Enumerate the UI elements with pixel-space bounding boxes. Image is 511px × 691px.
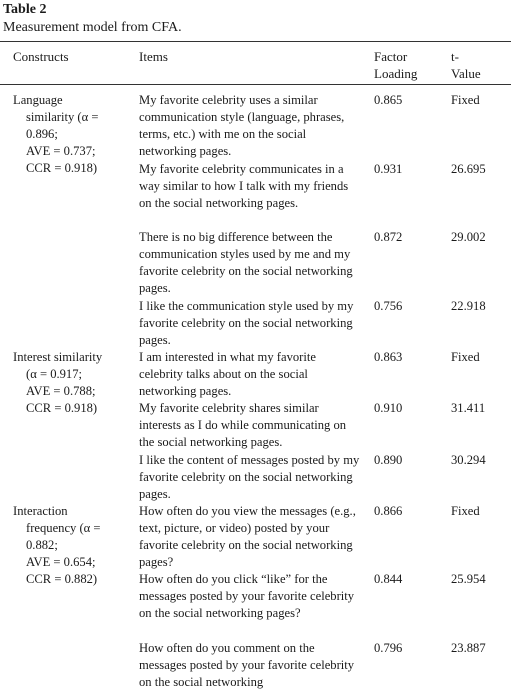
construct-line: 0.896; xyxy=(26,127,58,141)
item-text: My favorite celebrity shares similar interests as I do while communicating on the social networking pages. xyxy=(139,401,347,449)
item-text: There is no big difference between the communication styles used by me and my favorite celebrity on the social networking pages. xyxy=(139,230,353,295)
factor-loading-value: 0.756 xyxy=(374,299,403,313)
construct-line: AVE = 0.737; xyxy=(26,144,96,158)
construct-line: CCR = 0.918) xyxy=(26,401,98,415)
t-value: 31.411 xyxy=(451,401,486,415)
construct-line: 0.882; xyxy=(26,538,58,552)
construct-line: (α = 0.917; xyxy=(26,367,83,381)
header-factor-loading xyxy=(374,48,417,82)
factor-loading-value: 0.872 xyxy=(374,230,403,244)
item-text: I am interested in what my favorite celebrity talks about on the social networking pages. xyxy=(139,350,316,398)
table-caption: Measurement model from CFA. xyxy=(3,20,182,35)
factor-loading-value: 0.910 xyxy=(374,401,403,415)
header-t-value xyxy=(451,48,481,82)
factor-loading-value: 0.890 xyxy=(374,453,403,467)
item-text: I like the communication style used by my favorite celebrity on the social networking pages. xyxy=(139,299,354,347)
header-top-rule xyxy=(0,41,511,42)
factor-loading-value: 0.844 xyxy=(374,572,403,586)
header-factor-line2: Loading xyxy=(374,66,418,81)
table-label: Table 2 xyxy=(3,2,47,17)
factor-loading-value: 0.863 xyxy=(374,350,403,364)
construct-line: Interaction xyxy=(13,504,68,518)
header-t-line2: Value xyxy=(451,66,481,81)
construct-interaction-frequency xyxy=(13,503,133,588)
construct-line: similarity (α = xyxy=(26,110,99,124)
item-text: My favorite celebrity communicates in a way similar to how I talk with my friends on the social networking pages. xyxy=(139,162,349,210)
item-text: How often do you view the messages (e.g., text, picture, or video) posted by your favorite celebrity on the social networking pages? xyxy=(139,504,356,569)
item-text: My favorite celebrity uses a similar communication style (language, phrases, terms, etc.) with me on the social networking pages. xyxy=(139,93,345,158)
t-value: 23.887 xyxy=(451,641,486,655)
t-value: 29.002 xyxy=(451,230,486,244)
header-t-line1: t- xyxy=(451,49,459,64)
construct-line: CCR = 0.882) xyxy=(26,572,98,586)
construct-language-similarity xyxy=(13,92,133,177)
construct-line: CCR = 0.918) xyxy=(26,161,98,175)
t-value: Fixed xyxy=(451,504,480,518)
item-text: How often do you comment on the messages posted by your favorite celebrity on the social networking xyxy=(139,641,355,689)
construct-line: AVE = 0.788; xyxy=(26,384,96,398)
construct-line: Language xyxy=(13,93,63,107)
construct-line: frequency (α = xyxy=(26,521,101,535)
factor-loading-value: 0.931 xyxy=(374,162,403,176)
t-value: 22.918 xyxy=(451,299,486,313)
header-factor-line1: Factor xyxy=(374,49,408,64)
t-value: Fixed xyxy=(451,350,480,364)
construct-interest-similarity xyxy=(13,349,133,417)
factor-loading-value: 0.865 xyxy=(374,93,403,107)
t-value: 30.294 xyxy=(451,453,486,467)
construct-line: AVE = 0.654; xyxy=(26,555,96,569)
construct-line: Interest similarity xyxy=(13,350,103,364)
item-text: How often do you click “like” for the messages posted by your favorite celebrity on the social networking pages? xyxy=(139,572,355,620)
t-value: Fixed xyxy=(451,93,480,107)
item-text: I like the content of messages posted by my favorite celebrity on the social networking pages. xyxy=(139,453,360,501)
factor-loading-value: 0.866 xyxy=(374,504,403,518)
header-bottom-rule xyxy=(0,84,511,85)
header-constructs: Constructs xyxy=(13,49,69,64)
factor-loading-value: 0.796 xyxy=(374,641,403,655)
header-items: Items xyxy=(139,49,168,64)
t-value: 25.954 xyxy=(451,572,486,586)
t-value: 26.695 xyxy=(451,162,486,176)
